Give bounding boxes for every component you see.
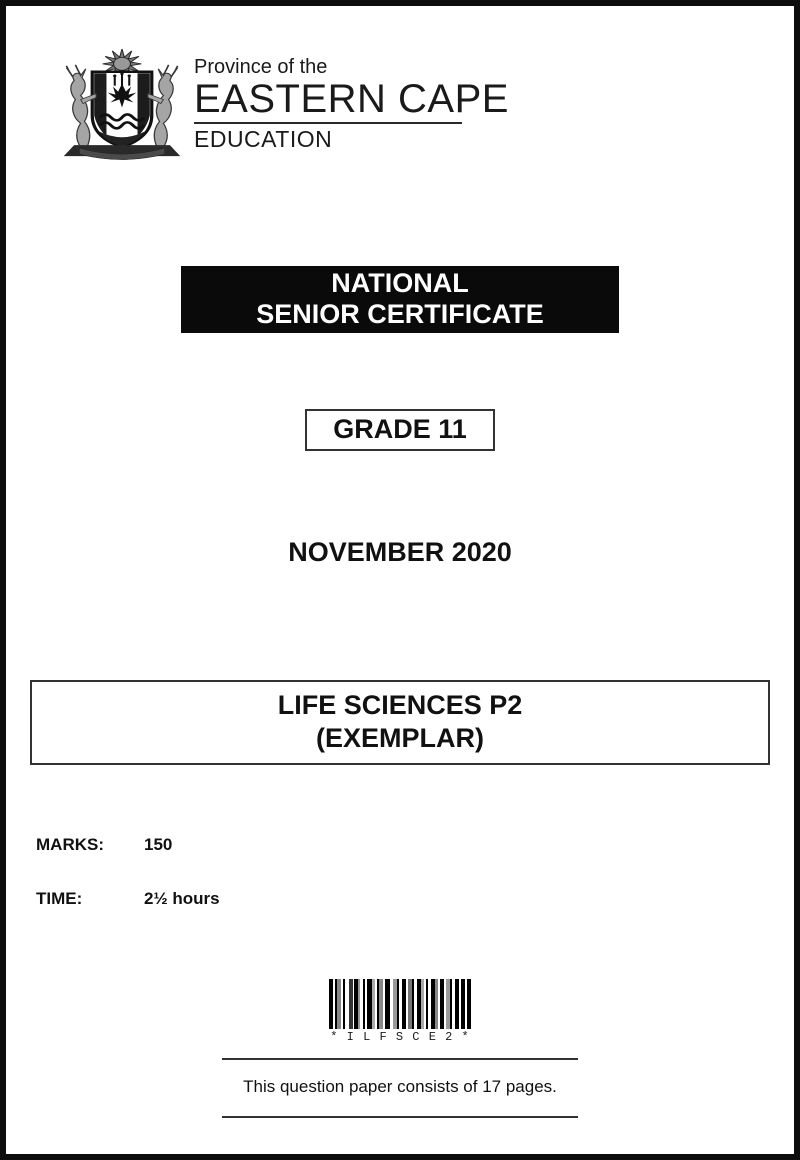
logo-text bbox=[194, 44, 509, 152]
barcode-text: * I L F S C E 2 * bbox=[330, 1030, 470, 1044]
banner-line-senior-certificate: SENIOR CERTIFICATE bbox=[256, 299, 544, 329]
page-count-note: This question paper consists of 17 pages. bbox=[222, 1058, 578, 1118]
logo-province-of-the: Province of the bbox=[194, 56, 328, 78]
exam-date: NOVEMBER 2020 bbox=[288, 537, 512, 567]
time-value: 2½ hours bbox=[144, 889, 220, 908]
subject-title: LIFE SCIENCES P2 bbox=[277, 690, 523, 720]
subject-subtitle: (EXEMPLAR) bbox=[316, 723, 484, 753]
banner-line-national: NATIONAL bbox=[331, 268, 469, 298]
province-logo bbox=[56, 44, 794, 170]
grade-box: GRADE 11 bbox=[305, 409, 495, 451]
logo-eastern-cape: EASTERN CAPE bbox=[194, 77, 509, 121]
time-row bbox=[36, 889, 794, 909]
certificate-banner bbox=[181, 266, 619, 333]
barcode-section bbox=[6, 979, 794, 1044]
grade-section bbox=[6, 409, 794, 451]
marks-label: MARKS: bbox=[36, 835, 104, 854]
marks-row bbox=[36, 835, 794, 855]
subject-box bbox=[30, 680, 770, 765]
time-label: TIME: bbox=[36, 889, 83, 908]
logo-divider bbox=[194, 122, 462, 124]
exam-details bbox=[36, 835, 794, 909]
coat-of-arms-icon bbox=[56, 44, 188, 168]
barcode-icon bbox=[329, 979, 471, 1029]
marks-value: 150 bbox=[144, 835, 173, 854]
logo-education: EDUCATION bbox=[194, 126, 333, 152]
